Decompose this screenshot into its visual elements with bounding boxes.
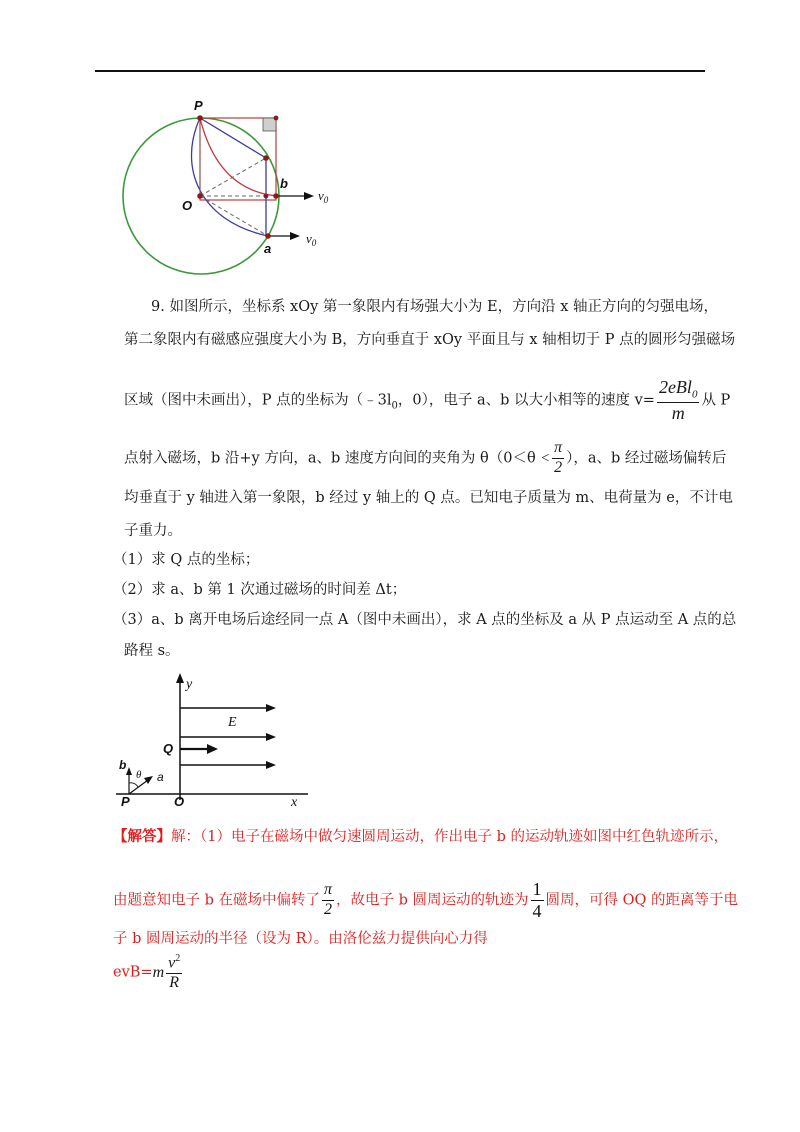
answer-tag: 【解答】 — [113, 828, 171, 845]
label-y: y — [186, 677, 193, 692]
velocity-fraction: $\frac{2eBl_0}{m}$ — [658, 377, 698, 424]
label-P: P — [121, 794, 130, 808]
angle-fraction: $\frac{\pi}{2}$ — [554, 439, 563, 476]
point-O — [197, 193, 203, 199]
problem-line-6: 子重力。 — [124, 523, 182, 539]
theta-arc — [129, 783, 138, 787]
answer-line-2: 由题意知电子 b 在磁场中偏转了 $\frac{\pi}{2}$ ，故电子 b 圆周运动的轨迹为 $\frac{1}{4}$ 圆周，可得 OQ 的距离等于电 — [113, 879, 739, 921]
question-1: （1）求 Q 点的坐标； — [113, 552, 260, 568]
label-b: b — [280, 176, 288, 191]
question-3-line-1: （3）a、b 离开电场后途经同一点 A（图中未画出），求 A 点的坐标及 a 从 P 点运动至 A 点的总 — [113, 612, 737, 628]
point-corner — [274, 116, 279, 121]
label-b: b — [119, 758, 127, 772]
point-mid — [263, 155, 269, 161]
q-velocity-arrowhead — [207, 744, 218, 754]
right-angle-mark — [263, 118, 276, 131]
answer-fraction-pi-2: $\frac{\pi}{2}$ — [324, 881, 333, 918]
answer-line-3: 子 b 圆周运动的半径（设为 R）。由洛伦兹力提供向心力得 — [113, 931, 488, 947]
label-E: E — [228, 715, 237, 730]
problem-line-1-text: 如图所示，坐标系 xOy 第一象限内有场强大小为 E，方向沿 x 轴正方向的匀强电场， — [169, 299, 719, 315]
field-arrowhead-3 — [266, 761, 276, 769]
problem-line-4: 点射入磁场，b 沿+y 方向，a、b 速度方向间的夹角为 θ（0＜θ < $\frac{\pi}{2}$ ），a、b 经过磁场偏转后 — [124, 439, 727, 476]
label-v0-top: $v_0$ — [318, 188, 329, 205]
dash-diag — [200, 158, 266, 196]
b-arrowhead — [126, 767, 132, 775]
label-a: a — [157, 770, 164, 784]
problem-line-1 — [151, 300, 718, 315]
figure-1-magnetic-field-diagram — [118, 96, 348, 276]
answer-equation-fraction: $\frac{v^2}{R}$ — [168, 953, 181, 992]
field-arrowhead-1 — [266, 704, 276, 712]
label-v0-bottom: $v_0$ — [306, 231, 317, 248]
label-theta: θ — [136, 769, 142, 781]
v0-arrowhead-bottom — [290, 232, 300, 240]
point-box-bottom — [264, 194, 269, 199]
header-rule — [95, 70, 705, 72]
problem-line-5: 均垂直于 y 轴进入第一象限，b 经过 y 轴上的 Q 点。已知电子质量为 m、电荷量为 e，不计电 — [124, 490, 733, 506]
dash-O-a — [200, 196, 268, 236]
figure-2-coordinate-diagram — [108, 672, 313, 808]
y-axis-arrowhead — [176, 673, 184, 683]
label-O: O — [182, 198, 193, 213]
point-P — [197, 115, 203, 121]
problem-line-3: 区域（图中未画出），P 点的坐标为（$﹣3l_0$，0），电子 a、b 以大小相等的速度 v= $\frac{2eBl_0}{m}$ 从 P — [124, 377, 731, 424]
answer-equation: evB=m $\frac{v^2}{R}$ — [113, 953, 181, 992]
answer-line-1: 【解答】解：（1）电子在磁场中做匀速圆周运动，作出电子 b 的运动轨迹如图中红色轨迹所示， — [113, 828, 728, 845]
question-2: （2）求 a、b 第 1 次通过磁场的时间差 Δt； — [113, 582, 407, 598]
problem-number: 9. — [151, 299, 165, 315]
a-arrowhead — [144, 776, 153, 784]
answer-fraction-1-4: $\frac{1}{4}$ — [532, 879, 542, 921]
label-a: a — [264, 241, 272, 256]
label-x: x — [291, 795, 298, 808]
label-Q: Q — [163, 741, 174, 756]
point-a — [265, 233, 271, 239]
v0-arrowhead-top — [304, 192, 314, 200]
problem-line-2: 第二象限内有磁感应强度大小为 B，方向垂直于 xOy 平面且与 x 轴相切于 P 点的圆形匀强磁场 — [124, 332, 736, 348]
field-arrowhead-2 — [266, 733, 276, 741]
question-3-line-2: 路程 s。 — [124, 643, 180, 659]
label-O: O — [174, 794, 185, 808]
point-b — [273, 193, 279, 199]
label-P: P — [194, 98, 203, 113]
a-arrow — [129, 780, 148, 794]
